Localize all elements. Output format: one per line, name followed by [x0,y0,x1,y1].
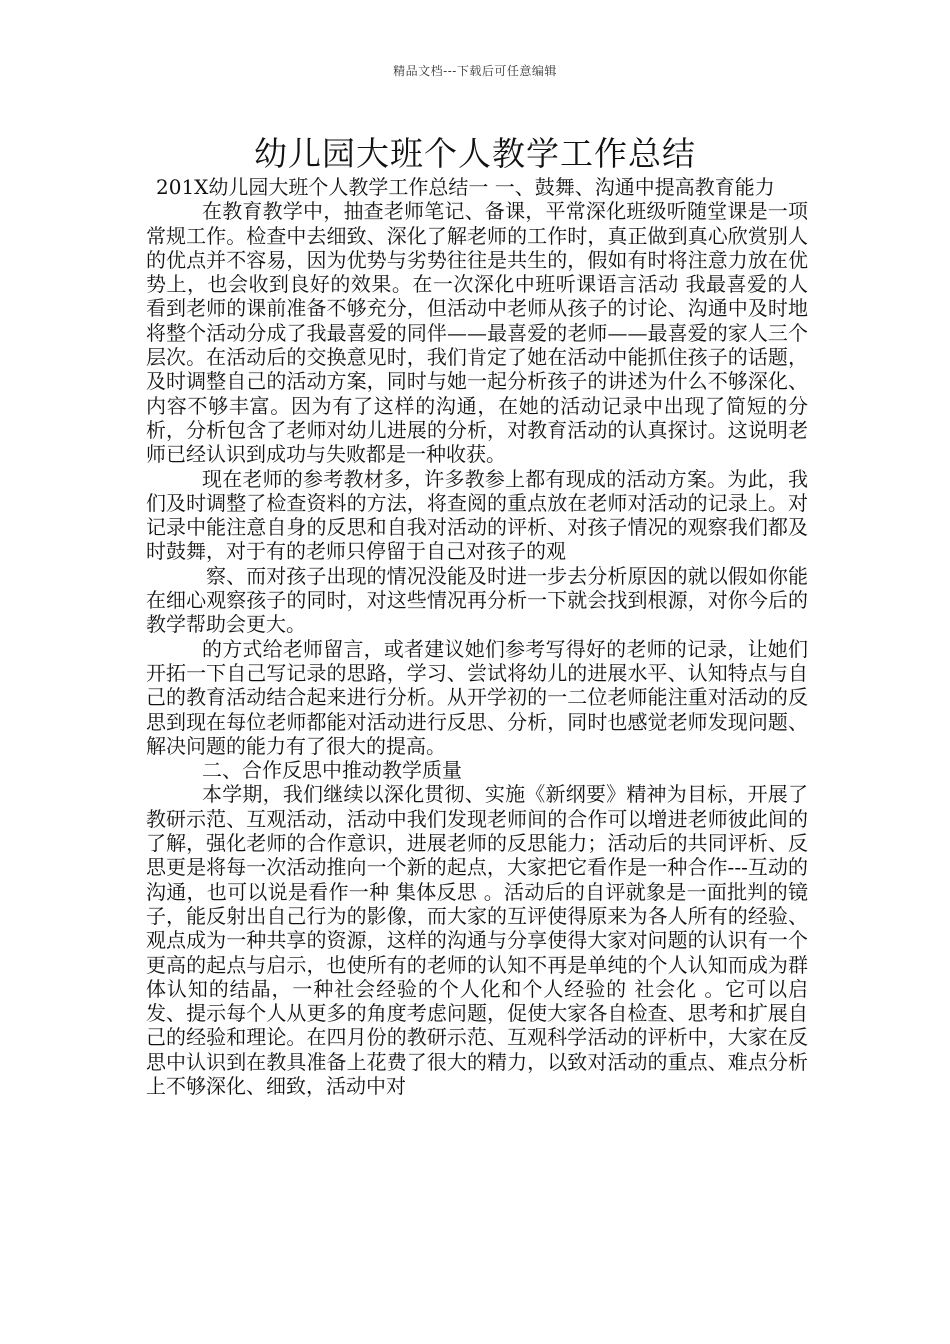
paragraph-3: 察、而对孩子出现的情况没能及时进一步去分析原因的就以假如你能在细心观察孩子的同时，对这些情况再分析一下就会找到根源，对你今后的教学帮助会更大。 [146,563,808,637]
paragraph-4: 的方式给老师留言，或者建议她们参考写得好的老师的记录，让她们开拓一下自己写记录的思路，学习、尝试将幼儿的进展水平、认知特点与自己的教育活动结合起来进行分析。从开学初的一二位老师能注重对活动的反思到现在每位老师都能对活动进行反思、分析，同时也感觉老师发现问题、解决问题的能力有了很大的提高。 [146,636,808,758]
paragraph-2: 现在老师的参考教材多，许多教参上都有现成的活动方案。为此，我们及时调整了检查资料的方法，将查阅的重点放在老师对活动的记录上。对记录中能注意自身的反思和自我对活动的评析、对孩子情况的观察我们都及时鼓舞，对于有的老师只停留于自己对孩子的观 [146,466,808,564]
document-title: 幼儿园大班个人教学工作总结 [254,134,696,173]
section-heading-1: 201X幼儿园大班个人教学工作总结一 一、鼓舞、沟通中提高教育能力 [156,175,775,199]
document-body [146,175,808,1098]
paragraph-1: 在教育教学中，抽查老师笔记、备课，平常深化班级听随堂课是一项常规工作。检查中去细致、深化了解老师的工作时，真正做到真心欣赏别人的优点并不容易，因为优势与劣势往往是共生的，假如有时将注意力放在优势上，也会收到良好的效果。在一次深化中班听课语言活动 我最喜爱的人 看到老师的课前准备不够充分，但活动中老师从孩子的讨论、沟通中及时地将整个活动分成了我最喜爱的同伴——最喜爱的老师——最喜爱的家人三个层次。在活动后的交换意见时，我们肯定了她在活动中能抓住孩子的话题，及时调整自己的活动方案，同时与她一起分析孩子的讲述为什么不够深化、内容不够丰富。因为有了这样的沟通，在她的活动记录中出现了简短的分析，分析包含了老师对幼儿进展的分析，对教育活动的认真探讨。这说明老师已经认识到成功与失败都是一种收获。 [146,199,808,467]
header-note: 精品文档---下载后可任意编辑 [393,64,557,78]
paragraph-5: 本学期，我们继续以深化贯彻、实施《新纲要》精神为目标，开展了教研示范、互观活动，活动中我们发现老师间的合作可以增进老师彼此间的了解，强化老师的合作意识，进展老师的反思能力；活动后的共同评析、反思更是将每一次活动推向一个新的起点，大家把它看作是一种合作---互动的沟通，也可以说是看作一种 集体反思 。活动后的自评就象是一面批判的镜子，能反射出自己行为的影像，而大家的互评使得原来为各人所有的经验、观点成为一种共享的资源，这样的沟通与分享使得大家对问题的认识有一个更高的起点与启示，也使所有的老师的认知不再是单纯的个人认知而成为群体认知的结晶，一种社会经验的个人化和个人经验的 社会化 。它可以启发、提示每个人从更多的角度考虑问题，促使大家各自检查、思考和扩展自己的经验和理论。在四月份的教研示范、互观科学活动的评析中，大家在反思中认识到在教具准备上花费了很大的精力，以致对活动的重点、难点分析上不够深化、细致，活动中对 [146,782,808,1098]
section-heading-2: 二、合作反思中推动教学质量 [202,758,462,783]
